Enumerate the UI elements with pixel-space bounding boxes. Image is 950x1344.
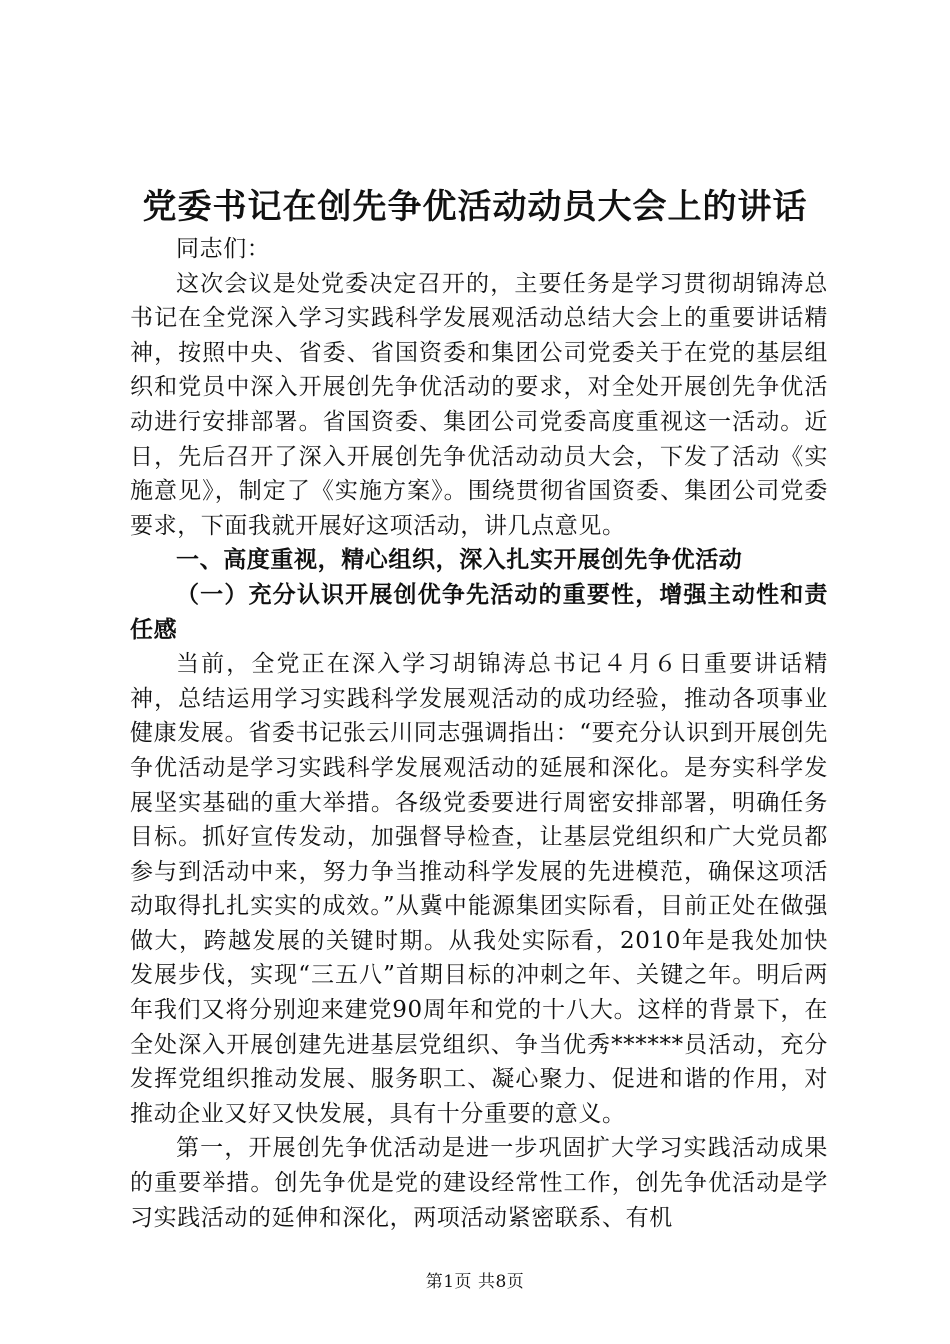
page-footer: 第1页 共8页: [425, 1272, 525, 1292]
salutation-paragraph: 同志们：: [176, 236, 271, 262]
section-heading: 一、高度重视，精心组织，深入扎实开展创先争优活动: [176, 546, 743, 574]
body-paragraph: 当前，全党正在深入学习胡锦涛总书记４月６日重要讲话精神，总结运用学习实践科学发展观活动的成功经验，推动各项事业健康发展。省委书记张云川同志强调指出：“要充分认识到开展创先争优活动是学习实践科学发展观活动的延展和深化。是夯实科学发展坚实基础的重大举措。各级党委要进行周密安排部署，明确任务目标。抓好宣传发动，加强督导检查，让基层党组织和广大党员都参与到活动中来，努力争当推动科学发展的先进模范，确保这项活动取得扎扎实实的成效。”从冀中能源集团实际看，目前正处在做强做大，跨越发展的关键时期。从我处实际看，2010年是我处加快发展步伐，实现“三五八”首期目标的冲刺之年、关键之年。明后两年我们又将分别迎来建党90周年和党的十八大。这样的背景下，在全处深入开展创建先进基层党组织、争当优秀******员活动，充分发挥党组织推动发展、服务职工、凝心聚力、促进和谐的作用，对推动企业又好又快发展，具有十分重要的意义。: [130, 651, 828, 1127]
subsection-heading: （一）充分认识开展创优争先活动的重要性，增强主动性和责任感: [130, 580, 828, 643]
body-paragraph: 第一，开展创先争优活动是进一步巩固扩大学习实践活动成果的重要举措。创先争优是党的建设经常性工作，创先争优活动是学习实践活动的延伸和深化，两项活动紧密联系、有机: [130, 1135, 828, 1231]
document-title: 党委书记在创先争优活动动员大会上的讲话: [142, 187, 808, 227]
document-body: [130, 232, 828, 1235]
body-paragraph: 这次会议是处党委决定召开的，主要任务是学习贯彻胡锦涛总书记在全党深入学习实践科学发展观活动总结大会上的重要讲话精神，按照中央、省委、省国资委和集团公司党委关于在党的基层组织和党员中深入开展创先争优活动的要求，对全处开展创先争优活动进行安排部署。省国资委、集团公司党委高度重视这一活动。近日，先后召开了深入开展创先争优活动动员大会，下发了活动《实施意见》，制定了《实施方案》。围绕贯彻省国资委、集团公司党委要求，下面我就开展好这项活动，讲几点意见。: [130, 270, 828, 539]
